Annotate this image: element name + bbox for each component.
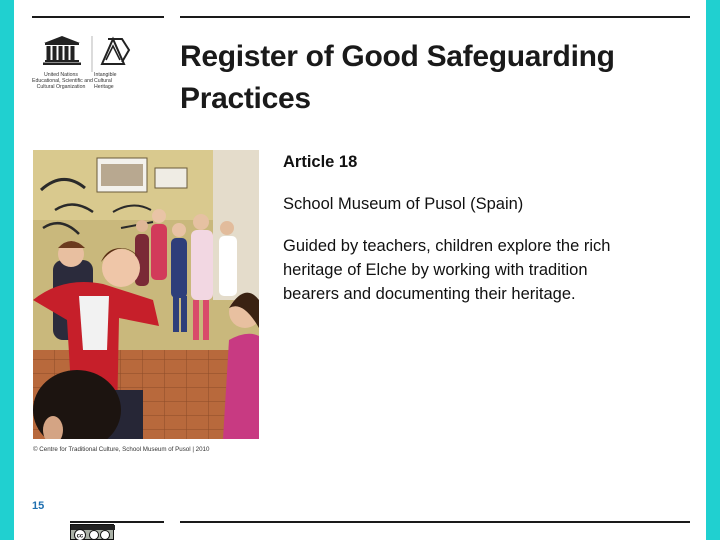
ich-text: Intangible Cultural Heritage [94, 72, 117, 90]
museum-name: School Museum of Pusol (Spain) [283, 195, 524, 213]
bottom-left-rule [70, 521, 164, 523]
creative-commons-icon [70, 524, 114, 540]
svg-text:cc: cc [76, 533, 84, 540]
slide-title: Register of Good Safeguarding Practices [180, 40, 615, 115]
slide [14, 0, 706, 540]
unesco-logo [32, 34, 152, 96]
article-heading: Article 18 [283, 153, 358, 171]
bottom-right-rule [180, 521, 690, 523]
museum-photo [33, 150, 259, 439]
practice-description: Guided by teachers, children explore the rich heritage of Elche by working with tradition bearers and documenting their heritage. [283, 237, 611, 303]
top-left-rule [32, 16, 164, 18]
page-number: 15 [32, 500, 45, 512]
top-right-rule [180, 16, 690, 18]
unesco-org-text: United Nations Educational, Scientific and Cultural Organization [32, 72, 93, 90]
photo-credit: © Centre for Traditional Culture, School Museum of Pusol | 2010 [33, 446, 210, 453]
content-text [283, 150, 683, 306]
ich-emblem-icon [32, 34, 152, 72]
